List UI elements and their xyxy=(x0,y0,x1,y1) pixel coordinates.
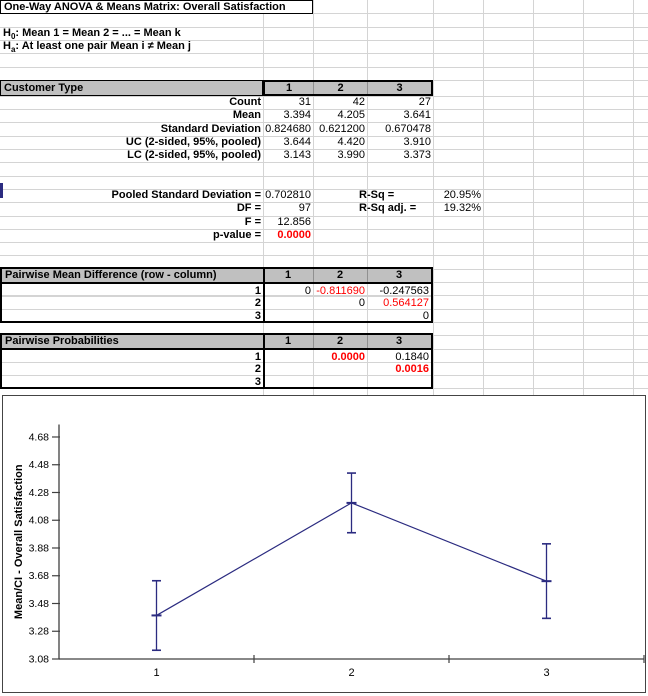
svg-text:4.08: 4.08 xyxy=(28,514,49,527)
rsq-value: 20.95% xyxy=(443,189,481,201)
pairwise-cell: 0.564127 xyxy=(383,297,429,309)
mean-ci-plot-svg xyxy=(3,396,645,692)
pp-col-3: 3 xyxy=(395,335,403,347)
svg-text:3.48: 3.48 xyxy=(28,597,49,610)
pairwise-cell: 0.1840 xyxy=(395,351,429,363)
pairwise-mean-difference-table xyxy=(0,267,433,323)
stat-value: 0.702810 xyxy=(265,189,311,201)
pmd-col-1: 1 xyxy=(284,269,292,281)
pairwise-row-label: 3 xyxy=(254,310,261,322)
h-gridline xyxy=(0,162,648,163)
pp-label-divider xyxy=(263,335,265,387)
pairwise-probabilities-table xyxy=(0,333,433,389)
stat-label: F = xyxy=(244,216,261,228)
pmd-col-2: 2 xyxy=(336,269,344,281)
svg-text:3.68: 3.68 xyxy=(28,570,49,583)
col-header-3: 3 xyxy=(367,82,431,94)
alt-hypothesis xyxy=(3,40,191,56)
ct-value-1: 3.143 xyxy=(283,149,311,161)
ct-value-3: 3.641 xyxy=(403,109,431,121)
ct-value-2: 4.205 xyxy=(337,109,365,121)
cell-selection-artifact xyxy=(0,183,3,198)
pairwise-cell: -0.247563 xyxy=(379,285,429,297)
pairwise-cell: 0 xyxy=(304,285,311,297)
svg-text:3.08: 3.08 xyxy=(28,653,49,666)
ct-value-2: 3.990 xyxy=(337,149,365,161)
pmd-header-row xyxy=(2,269,431,284)
pairwise-row-label: 3 xyxy=(254,376,261,388)
h-gridline xyxy=(0,242,648,243)
rsq-value: 19.32% xyxy=(443,202,481,214)
pp-col-2: 2 xyxy=(336,335,344,347)
ct-value-2: 42 xyxy=(352,96,365,108)
ct-row-label: Standard Deviation xyxy=(160,123,261,135)
ct-value-3: 3.373 xyxy=(403,149,431,161)
h-gridline xyxy=(0,67,648,68)
pp-title: Pairwise Probabilities xyxy=(5,335,119,347)
ct-value-1: 31 xyxy=(298,96,311,108)
pairwise-cell: 0 xyxy=(422,310,429,322)
svg-text:3: 3 xyxy=(543,667,550,679)
stat-label: p-value = xyxy=(213,229,261,241)
stat-value: 12.856 xyxy=(277,216,311,228)
stat-value: 97 xyxy=(298,202,311,214)
svg-text:1: 1 xyxy=(153,667,160,679)
ct-value-3: 0.670478 xyxy=(385,123,431,135)
customer-type-header: Customer Type xyxy=(0,80,263,96)
pairwise-row-label: 1 xyxy=(254,285,261,297)
svg-text:3.28: 3.28 xyxy=(28,625,49,638)
pp-col-1: 1 xyxy=(284,335,292,347)
stat-label: DF = xyxy=(236,202,261,214)
stat-label: Pooled Standard Deviation = xyxy=(111,189,261,201)
pmd-col-3: 3 xyxy=(395,269,403,281)
pairwise-cell: 0.0000 xyxy=(331,351,365,363)
pp-header-row xyxy=(2,335,431,350)
pairwise-cell: 0.0016 xyxy=(395,363,429,375)
pmd-label-divider xyxy=(263,269,265,321)
customer-type-column-headers xyxy=(263,80,433,96)
pairwise-row-label: 1 xyxy=(254,351,261,363)
ct-row-label: UC (2-sided, 95%, pooled) xyxy=(125,136,261,148)
h-gridline xyxy=(0,255,648,256)
h0-subscript: 0 xyxy=(10,32,16,42)
ct-row-label: Count xyxy=(229,96,261,108)
ct-row-label: Mean xyxy=(232,109,261,121)
ct-value-1: 3.644 xyxy=(283,136,311,148)
pmd-title: Pairwise Mean Difference (row - column) xyxy=(5,269,217,281)
pairwise-cell: -0.811690 xyxy=(316,285,365,297)
h0-symbol: H xyxy=(3,27,11,39)
ct-value-3: 3.910 xyxy=(403,136,431,148)
svg-text:Mean/CI - Overall Satisfaction: Mean/CI - Overall Satisfaction xyxy=(13,464,25,620)
svg-text:4.48: 4.48 xyxy=(28,459,49,472)
col-header-1: 1 xyxy=(285,82,293,94)
ct-value-1: 0.824680 xyxy=(265,123,311,135)
col-header-2: 2 xyxy=(313,82,367,94)
svg-text:2: 2 xyxy=(348,667,355,679)
stat-value: 0.0000 xyxy=(277,229,311,241)
ha-symbol: H xyxy=(3,40,11,52)
pairwise-row-label: 2 xyxy=(254,297,261,309)
pairwise-row-label: 2 xyxy=(254,363,261,375)
ha-subscript: a xyxy=(10,45,16,55)
h-gridline xyxy=(0,176,648,177)
svg-text:4.28: 4.28 xyxy=(28,486,49,499)
ct-value-2: 0.621200 xyxy=(319,123,365,135)
rsq-label: R-Sq = xyxy=(359,189,395,201)
svg-text:4.68: 4.68 xyxy=(28,431,49,444)
ct-row-label: LC (2-sided, 95%, pooled) xyxy=(127,149,261,161)
rsq-label: R-Sq adj. = xyxy=(359,202,417,214)
ct-value-2: 4.420 xyxy=(337,136,365,148)
mean-ci-chart[interactable] xyxy=(2,395,646,693)
ct-value-3: 27 xyxy=(418,96,431,108)
report-title-cell: One-Way ANOVA & Means Matrix: Overall Satisfaction xyxy=(0,0,313,14)
h0-statement: : Mean 1 = Mean 2 = ... = Mean k xyxy=(15,27,181,39)
pairwise-cell: 0 xyxy=(358,297,365,309)
ct-value-1: 3.394 xyxy=(283,109,311,121)
ha-statement: : At least one pair Mean i ≠ Mean j xyxy=(15,40,191,52)
svg-text:3.88: 3.88 xyxy=(28,542,49,555)
